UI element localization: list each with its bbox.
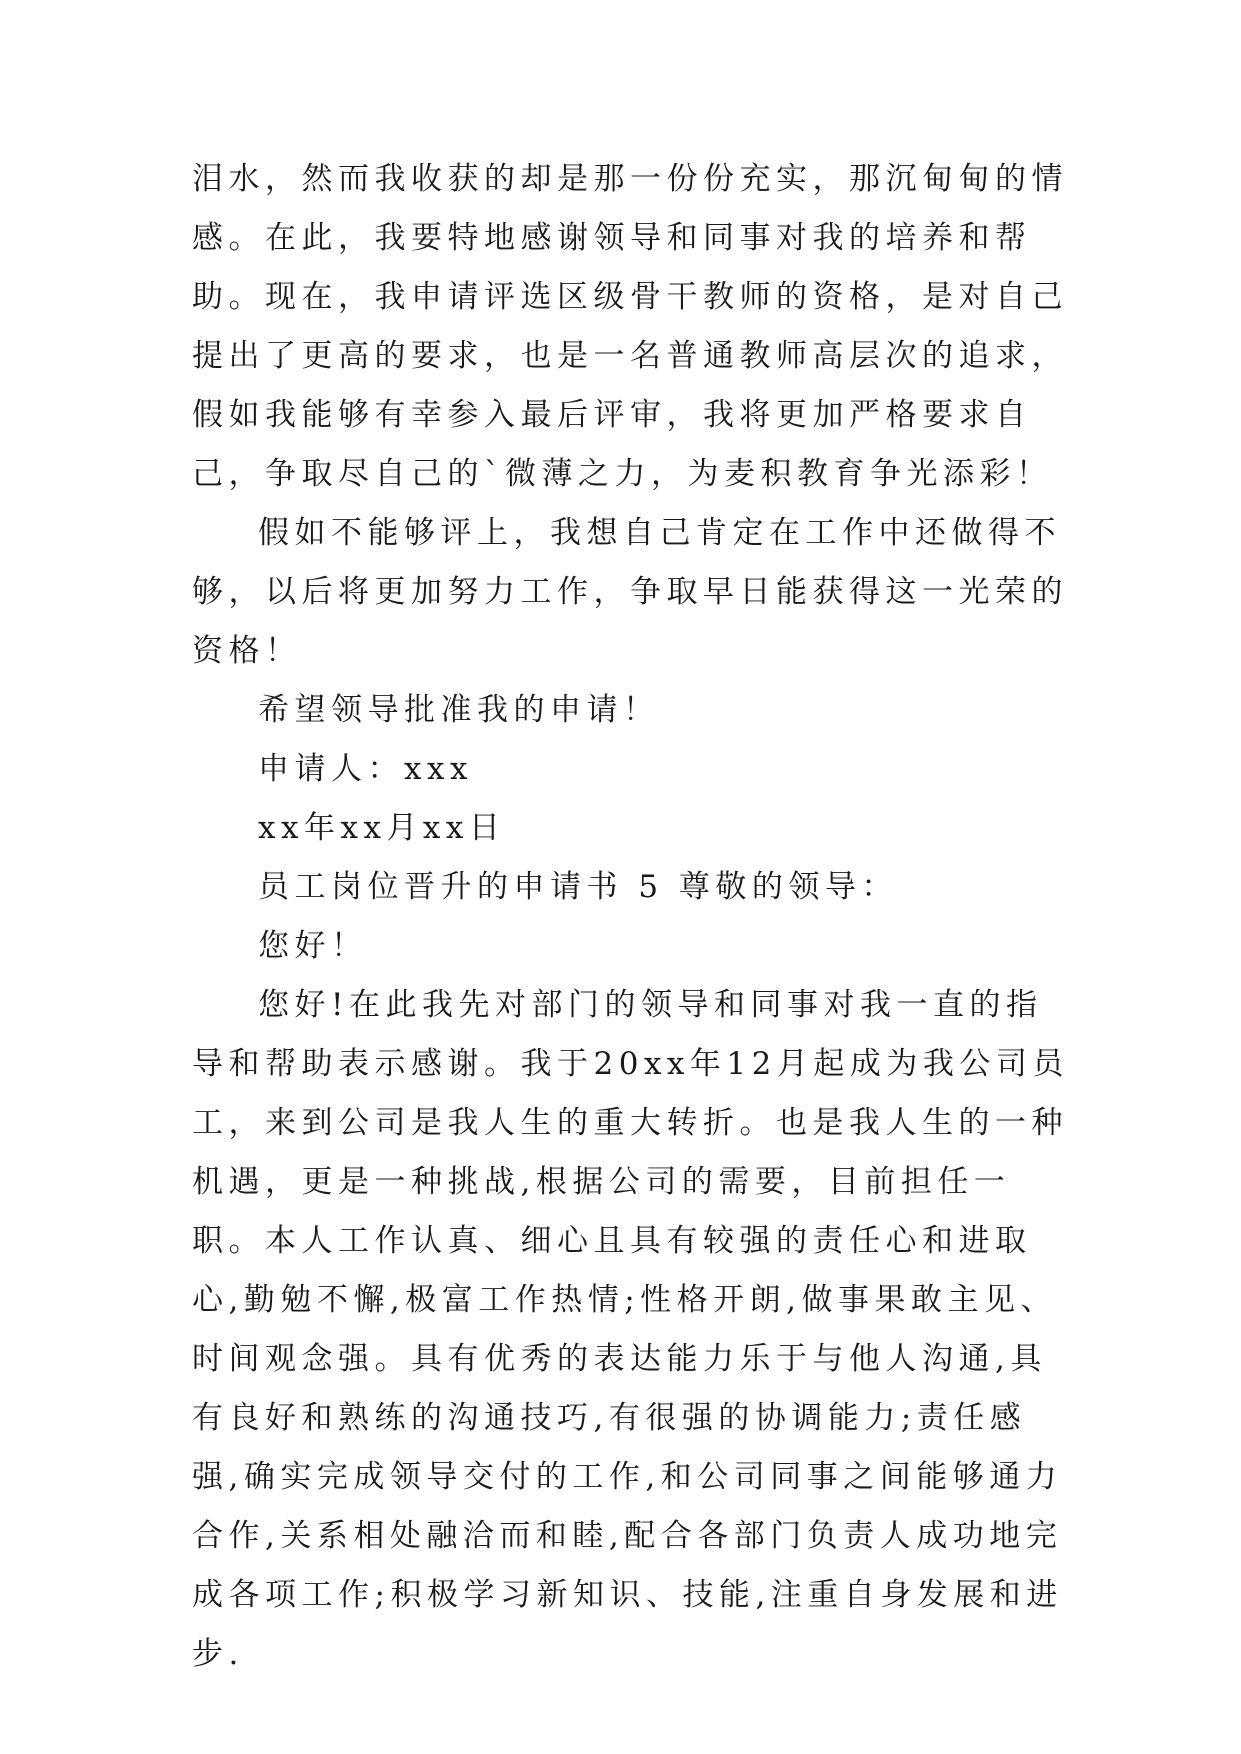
paragraph-self-introduction: 您好!在此我先对部门的领导和同事对我一直的指导和帮助表示感谢。我于20xx年12月起成为我公司员工，来到公司是我人生的重大转折。也是我人生的一种机遇，更是一种挑战,根据公司的需要，目前担任一职。本人工作认真、细心且具有较强的责任心和进取心,勤勉不懈,极富工作热情;性格开朗,做事果敢主见、时间观念强。具有优秀的表达能力乐于与他人沟通,具有良好和熟练的沟通技巧,有很强的协调能力;责任感强,确实完成领导交付的工作,和公司同事之间能够通力合作,关系相处融洽而和睦,配合各部门负责人成功地完成各项工作;积极学习新知识、技能,注重自身发展和进步. xyxy=(192,987,1069,1672)
paragraph-not-selected: 假如不能够评上，我想自己肯定在工作中还做得不够，以后将更加努力工作，争取早日能获得这一光荣的资格！ xyxy=(192,515,1068,669)
date-line: xx年xx月xx日 xyxy=(258,810,506,846)
greeting-line: 您好！ xyxy=(258,928,368,964)
applicant-line: 申请人：xxx xyxy=(258,751,473,787)
request-approval-line: 希望领导批准我的申请！ xyxy=(258,692,660,728)
document-body xyxy=(192,150,1072,1684)
letter-heading-line: 员工岗位晋升的申请书 5 尊敬的领导： xyxy=(258,869,898,905)
paragraph-continued: 泪水，然而我收获的却是那一份份充实，那沉甸甸的情感。在此，我要特地感谢领导和同事对我的培养和帮助。现在，我申请评选区级骨干教师的资格，是对自己提出了更高的要求，也是一名普通教师高层次的追求，假如我能够有幸参入最后评审，我将更加严格要求自己，争取尽自己的`微薄之力，为麦积教育争光添彩！ xyxy=(192,161,1068,492)
